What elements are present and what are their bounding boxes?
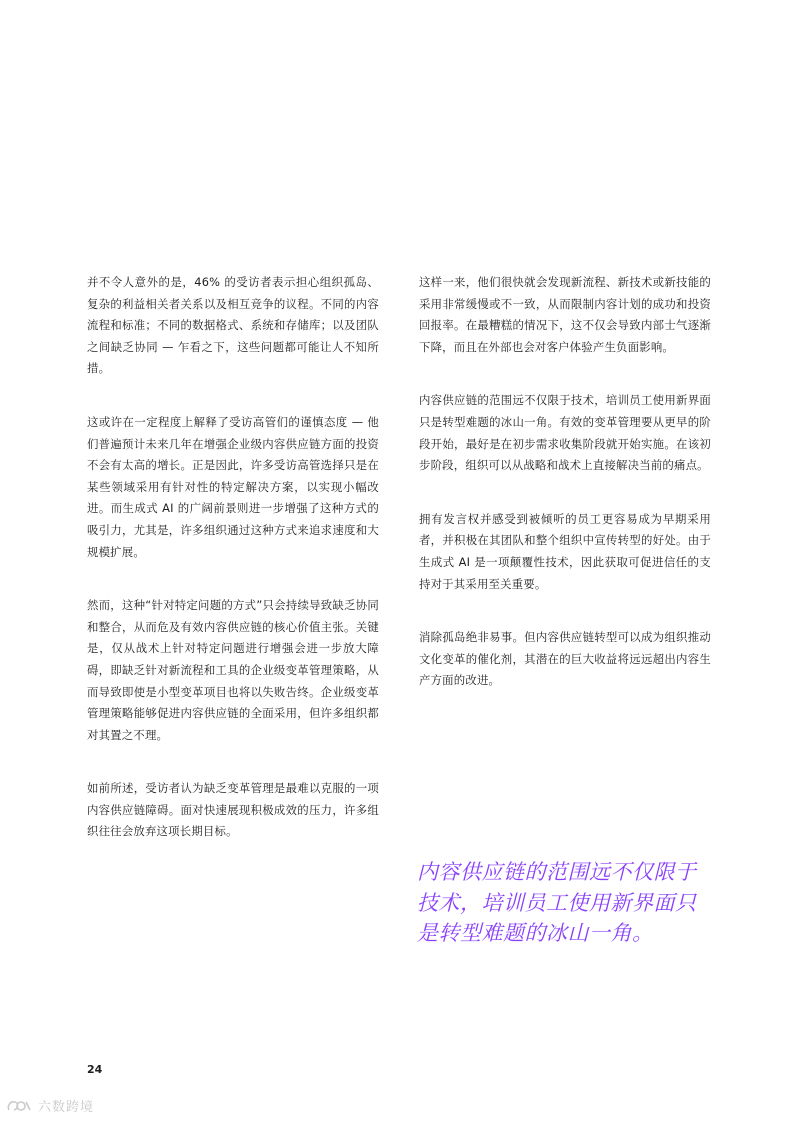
body-paragraph: 这样一来，他们很快就会发现新流程、新技术或新技能的采用非常缓慢或不一致，从而限制内容计划的成功和投资回报率。在最糟糕的情况下，这不仅会导致内部士气逐渐下降，而且在外部也会对客户体验产生负面影响。 [419, 275, 711, 354]
body-paragraph: 然而，这种“针对特定问题的方式”只会持续导致缺乏协同和整合，从而危及有效内容供应链的核心价值主张。关键是，仅从战术上针对特定问题进行增强会进一步放大障碍，即缺乏针对新流程和工具的企业级变革管理策略，从而导致即使是小型变革项目也将以失败告终。企业级变革管理策略能够促进内容供应链的全面采用，但许多组织都对其置之不理。 [87, 598, 379, 742]
body-paragraph: 消除孤岛绝非易事。但内容供应链转型可以成为组织推动文化变革的催化剂，其潜在的巨大收益将远远超出内容生产方面的改进。 [419, 630, 711, 688]
body-paragraph: 这或许在一定程度上解释了受访高管们的谨慎态度 — 他们普遍预计未来几年在增强企业级内容供应链方面的投资不会有太高的增长。正是因此，许多受访高管选择只是在某些领域采用有针对性的特定解决方案，以实现小幅改进。而生成式 AI 的广阔前景则进一步增强了这种方式的吸引力，尤其是，许多组织通过这种方式来追求速度和大规模扩展。 [87, 414, 379, 559]
pull-quote: 内容供应链的范围远不仅限于技术，培训员工使用新界面只是转型难题的冰山一角。 [417, 860, 697, 945]
left-text-column [87, 272, 379, 875]
body-paragraph: 如前所述，受访者认为缺乏变革管理是最难以克服的一项内容供应链障碍。面对快速展现积极成效的压力，许多组织往往会放弃这项长期目标。 [87, 781, 379, 839]
body-paragraph: 内容供应链的范围远不仅限于技术，培训员工使用新界面只是转型难题的冰山一角。有效的变革管理要从更早的阶段开始，最好是在初步需求收集阶段就开始实施。在该初步阶段，组织可以从战略和战术上直接解决当前的痛点。 [419, 393, 711, 473]
page-number: 24 [87, 1063, 103, 1076]
watermark-logo-icon [6, 1098, 32, 1114]
body-paragraph: 拥有发言权并感受到被倾听的员工更容易成为早期采用者，并积极在其团队和整个组织中宣传转型的好处。由于生成式 AI 是一项颠覆性技术，因此获取可促进信任的支持对于其采用至关重要。 [419, 511, 711, 591]
body-paragraph: 并不令人意外的是，46% 的受访者表示担心组织孤岛、复杂的利益相关者关系以及相互竞争的议程。不同的内容流程和标准；不同的数据格式、系统和存储库；以及团队之间缺乏协同 — 乍看之下，这些问题都可能让人不知所措。 [87, 275, 379, 376]
watermark-text: 六数跨境 [38, 1100, 95, 1115]
right-text-column [419, 272, 711, 724]
watermark [6, 1096, 94, 1115]
